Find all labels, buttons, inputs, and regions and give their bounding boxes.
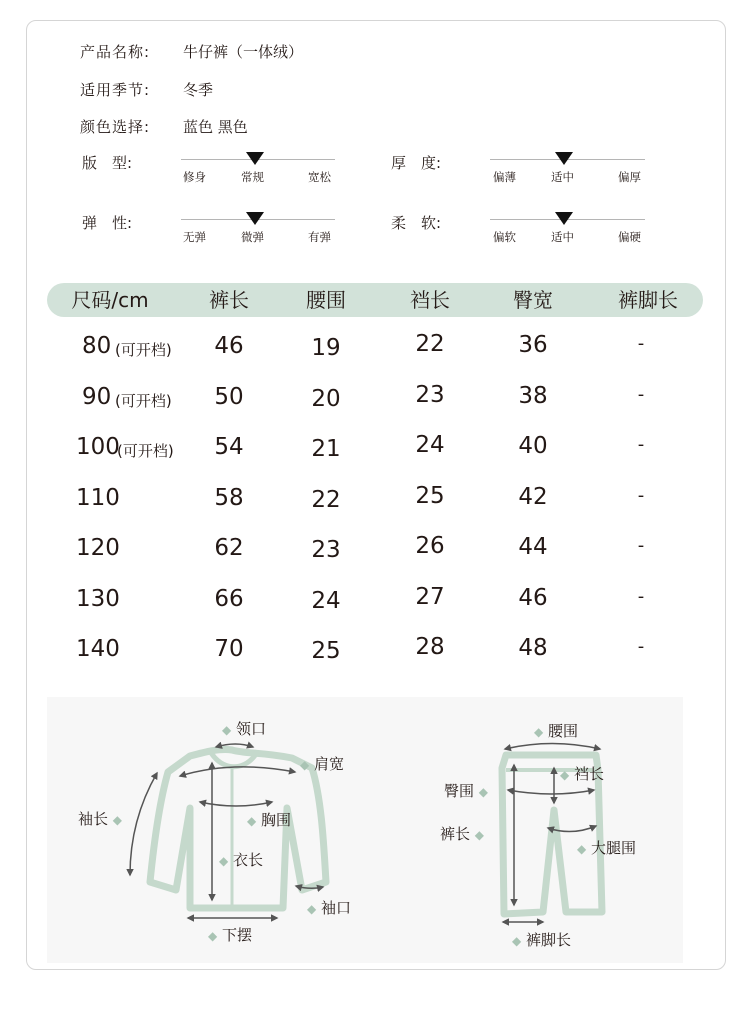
table-cell: 25 — [311, 638, 341, 664]
size-cell: 120 — [76, 535, 120, 561]
attr-thickness-label: 厚 度: — [391, 154, 442, 172]
label-collar: ◆ 领口 — [222, 720, 267, 738]
table-cell: 23 — [311, 537, 341, 563]
label-sleeve: 袖长 ◆ — [78, 810, 123, 828]
table-cell: 22 — [415, 331, 445, 357]
table-cell: - — [637, 333, 645, 354]
attr-elasticity-label: 弹 性: — [82, 214, 133, 232]
header-hip: 臀宽 — [513, 288, 553, 312]
label-waist: ◆ 腰围 — [534, 722, 579, 740]
size-cell: 90 — [82, 383, 112, 410]
season-label: 适用季节: — [80, 81, 151, 99]
table-cell: 70 — [214, 636, 244, 662]
table-cell: - — [637, 434, 645, 455]
table-cell: 58 — [214, 484, 244, 511]
label-leg-opening: ◆ 裤脚长 — [512, 931, 572, 949]
size-cell: 100 — [76, 434, 120, 460]
elasticity-option: 微弹 — [241, 230, 264, 244]
table-cell: 22 — [311, 486, 341, 513]
attr-softness-label: 柔 软: — [391, 214, 442, 232]
softness-option: 偏硬 — [618, 230, 641, 244]
size-cell: 130 — [76, 585, 120, 612]
thickness-option: 偏薄 — [493, 170, 516, 184]
table-cell: 38 — [518, 382, 548, 409]
table-cell: 42 — [518, 483, 548, 510]
header-size: 尺码/cm — [71, 288, 149, 312]
size-note: (可开档) — [115, 341, 172, 359]
table-cell: 24 — [311, 587, 341, 614]
product-name-label: 产品名称: — [80, 43, 151, 61]
size-note: (可开档) — [115, 391, 172, 410]
header-waist: 腰围 — [306, 288, 346, 312]
table-cell: - — [637, 636, 645, 657]
table-cell: 19 — [311, 335, 341, 361]
table-cell: 27 — [415, 583, 445, 610]
header-leg-opening: 裤脚长 — [618, 288, 678, 312]
label-pants-length: 裤长 ◆ — [440, 825, 485, 843]
table-cell: 20 — [311, 385, 341, 412]
table-cell: 66 — [214, 585, 244, 612]
table-cell: 46 — [214, 333, 244, 359]
product-name-value: 牛仔裤（一体绒） — [183, 43, 304, 61]
fit-option: 修身 — [183, 170, 206, 184]
table-cell: 23 — [415, 381, 445, 408]
label-length: ◆ 衣长 — [219, 851, 264, 869]
table-cell: 54 — [214, 434, 244, 460]
table-cell: 44 — [518, 534, 548, 560]
table-cell: - — [637, 585, 645, 607]
table-cell: 50 — [214, 383, 244, 410]
size-cell: 140 — [76, 636, 120, 662]
thickness-option: 偏厚 — [618, 170, 641, 184]
table-cell: 24 — [415, 432, 445, 458]
table-cell: 48 — [518, 635, 548, 661]
season-value: 冬季 — [183, 81, 214, 99]
elasticity-option: 无弹 — [183, 230, 206, 244]
size-cell: 110 — [76, 484, 120, 511]
header-pants-length: 裤长 — [209, 288, 249, 312]
label-hem: ◆ 下摆 — [208, 926, 253, 944]
label-rise: ◆ 裆长 — [560, 765, 605, 783]
table-cell: 21 — [311, 436, 341, 462]
label-hip: 臀围 ◆ — [444, 782, 489, 800]
attr-fit-label: 版 型: — [82, 154, 133, 172]
table-cell: 36 — [518, 332, 548, 358]
table-cell: 26 — [415, 533, 445, 559]
softness-option: 适中 — [551, 230, 574, 244]
color-value: 蓝色 黑色 — [183, 118, 248, 136]
table-cell: - — [637, 383, 645, 405]
size-note: (可开档) — [117, 442, 174, 460]
table-cell: 40 — [518, 433, 548, 459]
thickness-option: 适中 — [551, 170, 574, 184]
label-chest: ◆ 胸围 — [247, 811, 292, 829]
elasticity-option: 有弹 — [308, 230, 331, 244]
table-cell: 46 — [518, 584, 548, 611]
label-thigh: ◆ 大腿围 — [577, 839, 637, 857]
table-cell: 28 — [415, 634, 445, 660]
table-cell: 62 — [214, 535, 244, 561]
fit-option: 常规 — [241, 170, 264, 184]
table-cell: - — [637, 535, 645, 556]
header-rise: 裆长 — [410, 288, 450, 312]
fit-option: 宽松 — [308, 170, 331, 184]
size-cell: 80 — [82, 333, 112, 359]
table-cell: - — [637, 484, 645, 506]
label-cuff: ◆ 袖口 — [307, 899, 352, 917]
label-shoulder: ◆ 肩宽 — [300, 755, 345, 773]
table-cell: 25 — [415, 482, 445, 509]
softness-option: 偏软 — [493, 230, 516, 244]
color-label: 颜色选择: — [80, 118, 151, 136]
